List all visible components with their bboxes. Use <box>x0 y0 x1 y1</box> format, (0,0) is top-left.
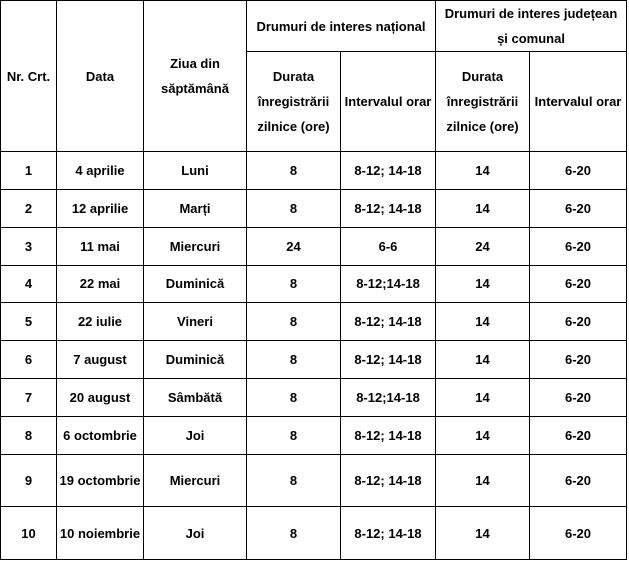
cell-data: 10 noiembrie <box>57 507 144 560</box>
header-nr-crt: Nr. Crt. <box>1 1 57 152</box>
cell-data: 22 mai <box>57 265 144 303</box>
header-row-groups <box>1 1 627 52</box>
cell-interval-national: 8-12; 14-18 <box>341 152 436 190</box>
cell-nr: 1 <box>1 152 57 190</box>
cell-durata-judetean: 14 <box>436 189 530 227</box>
table-body <box>1 152 627 560</box>
table-row <box>1 454 627 507</box>
cell-interval-national: 8-12; 14-18 <box>341 416 436 454</box>
header-interval-national: Intervalul orar <box>341 52 436 152</box>
cell-nr: 7 <box>1 379 57 417</box>
table-row <box>1 416 627 454</box>
header-interval-judetean: Intervalul orar <box>530 52 627 152</box>
cell-interval-judetean: 6-20 <box>530 416 627 454</box>
cell-interval-national: 8-12;14-18 <box>341 379 436 417</box>
cell-interval-national: 6-6 <box>341 227 436 265</box>
cell-durata-national: 8 <box>247 416 341 454</box>
cell-durata-national: 8 <box>247 303 341 341</box>
cell-durata-judetean: 14 <box>436 416 530 454</box>
table-row <box>1 227 627 265</box>
cell-durata-judetean: 14 <box>436 265 530 303</box>
header-durata-judetean: Durata înregistrării zilnice (ore) <box>436 52 530 152</box>
cell-durata-national: 8 <box>247 379 341 417</box>
table-row <box>1 303 627 341</box>
cell-interval-judetean: 6-20 <box>530 227 627 265</box>
cell-interval-judetean: 6-20 <box>530 341 627 379</box>
table-row <box>1 152 627 190</box>
cell-interval-judetean: 6-20 <box>530 189 627 227</box>
header-group-national: Drumuri de interes național <box>247 1 436 52</box>
cell-interval-national: 8-12; 14-18 <box>341 454 436 507</box>
cell-nr: 6 <box>1 341 57 379</box>
header-group-judetean: Drumuri de interes județean și comunal <box>436 1 627 52</box>
cell-durata-judetean: 14 <box>436 454 530 507</box>
header-data: Data <box>57 1 144 152</box>
cell-ziua: Marți <box>144 189 247 227</box>
cell-interval-national: 8-12; 14-18 <box>341 303 436 341</box>
cell-data: 19 octombrie <box>57 454 144 507</box>
cell-data: 7 august <box>57 341 144 379</box>
cell-durata-judetean: 24 <box>436 227 530 265</box>
table-row <box>1 507 627 560</box>
cell-durata-judetean: 14 <box>436 379 530 417</box>
cell-data: 12 aprilie <box>57 189 144 227</box>
table-row <box>1 379 627 417</box>
cell-ziua: Duminică <box>144 265 247 303</box>
cell-interval-national: 8-12; 14-18 <box>341 341 436 379</box>
cell-ziua: Vineri <box>144 303 247 341</box>
cell-interval-judetean: 6-20 <box>530 507 627 560</box>
cell-durata-national: 8 <box>247 152 341 190</box>
cell-interval-judetean: 6-20 <box>530 454 627 507</box>
cell-durata-judetean: 14 <box>436 507 530 560</box>
header-ziua: Ziua din săptămână <box>144 1 247 152</box>
cell-interval-national: 8-12; 14-18 <box>341 507 436 560</box>
cell-data: 20 august <box>57 379 144 417</box>
cell-nr: 4 <box>1 265 57 303</box>
cell-data: 22 iulie <box>57 303 144 341</box>
cell-interval-national: 8-12;14-18 <box>341 265 436 303</box>
header-durata-national: Durata înregistrării zilnice (ore) <box>247 52 341 152</box>
cell-ziua: Miercuri <box>144 227 247 265</box>
table-row <box>1 189 627 227</box>
cell-ziua: Miercuri <box>144 454 247 507</box>
cell-data: 6 octombrie <box>57 416 144 454</box>
cell-interval-judetean: 6-20 <box>530 152 627 190</box>
cell-durata-judetean: 14 <box>436 303 530 341</box>
cell-ziua: Joi <box>144 416 247 454</box>
table-row <box>1 341 627 379</box>
cell-durata-national: 8 <box>247 189 341 227</box>
table-row <box>1 265 627 303</box>
cell-data: 4 aprilie <box>57 152 144 190</box>
cell-nr: 2 <box>1 189 57 227</box>
cell-ziua: Joi <box>144 507 247 560</box>
cell-nr: 3 <box>1 227 57 265</box>
cell-interval-judetean: 6-20 <box>530 303 627 341</box>
cell-ziua: Sâmbătă <box>144 379 247 417</box>
cell-ziua: Luni <box>144 152 247 190</box>
cell-durata-national: 24 <box>247 227 341 265</box>
cell-durata-national: 8 <box>247 507 341 560</box>
cell-durata-national: 8 <box>247 454 341 507</box>
cell-nr: 5 <box>1 303 57 341</box>
cell-durata-national: 8 <box>247 265 341 303</box>
cell-interval-judetean: 6-20 <box>530 265 627 303</box>
cell-nr: 8 <box>1 416 57 454</box>
cell-durata-judetean: 14 <box>436 152 530 190</box>
cell-interval-judetean: 6-20 <box>530 379 627 417</box>
cell-data: 11 mai <box>57 227 144 265</box>
cell-ziua: Duminică <box>144 341 247 379</box>
cell-nr: 9 <box>1 454 57 507</box>
cell-interval-national: 8-12; 14-18 <box>341 189 436 227</box>
cell-durata-national: 8 <box>247 341 341 379</box>
cell-nr: 10 <box>1 507 57 560</box>
cell-durata-judetean: 14 <box>436 341 530 379</box>
